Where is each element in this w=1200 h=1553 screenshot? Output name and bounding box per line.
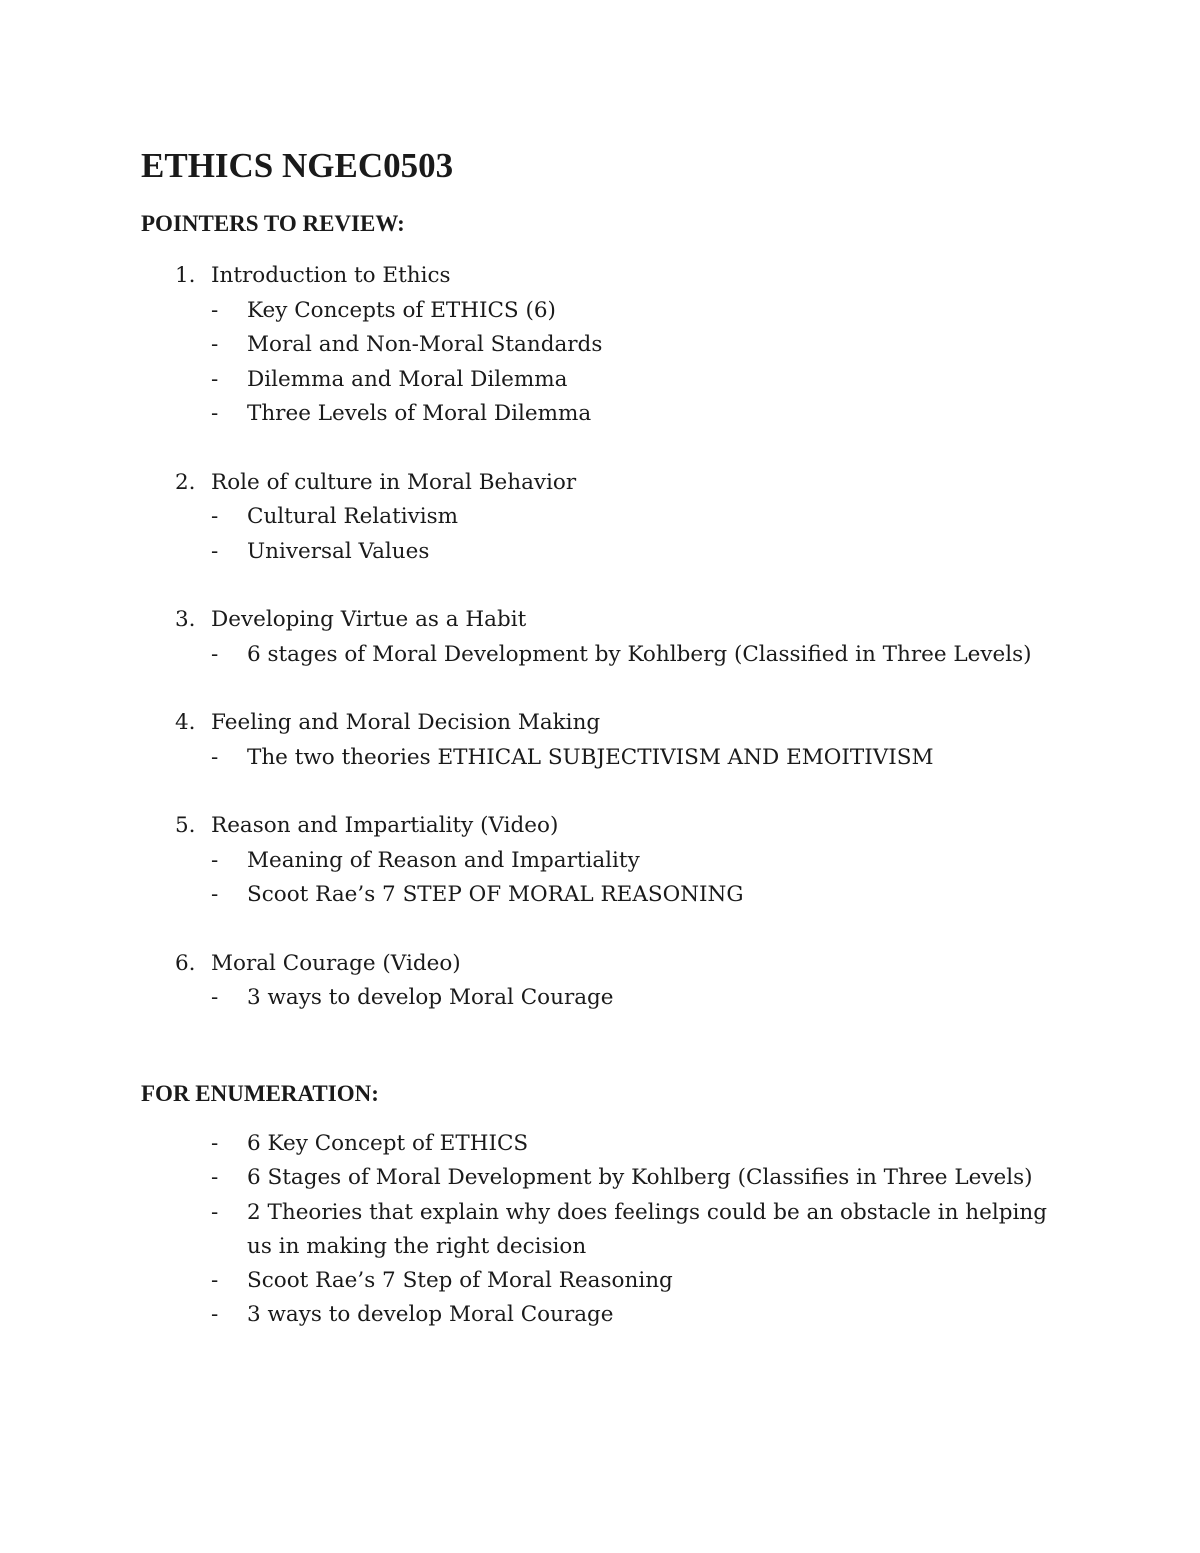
enumeration-item [141,1127,1061,1161]
topic-label: Developing Virtue as a Habit [211,607,527,632]
sub-list [141,500,1032,569]
sub-list [141,844,1032,913]
enumeration-item-text: 6 Key Concept of ETHICS [247,1131,529,1156]
dash-bullet: - [211,985,219,1010]
sub-item-text: Scoot Rae’s 7 STEP OF MORAL REASONING [247,882,744,907]
dash-bullet: - [211,401,219,426]
enumeration-item [141,1298,1061,1332]
sub-item [141,328,1032,363]
sub-item [141,638,1032,673]
enumeration-item-text: 3 ways to develop Moral Courage [247,1302,614,1328]
dash-bullet: - [211,504,219,529]
dash-bullet: - [211,1131,219,1156]
topic-item [141,947,1032,1016]
sub-item-text: Key Concepts of ETHICS (6) [247,297,556,323]
sub-item [141,397,1032,432]
topic-number: 2. [175,469,196,495]
topic-label: Moral Courage (Video) [211,950,461,976]
topic-number: 1. [175,263,196,288]
dash-bullet: - [211,882,219,907]
dash-bullet: - [211,1302,219,1328]
sub-item [141,844,1032,879]
topic-number: 4. [175,710,196,735]
enumeration-item-text: Scoot Rae’s 7 Step of Moral Reasoning [247,1268,673,1294]
dash-bullet: - [211,1165,219,1191]
dash-bullet: - [211,1199,219,1225]
dash-bullet: - [211,297,219,323]
sub-item-text: Dilemma and Moral Dilemma [247,366,568,392]
sub-list [141,741,1032,776]
sub-item-text: Meaning of Reason and Impartiality [247,847,640,873]
sub-list [141,638,1032,673]
topic-label: Feeling and Moral Decision Making [211,710,601,735]
sub-item [141,878,1032,913]
topic-label: Role of culture in Moral Behavior [211,469,577,495]
topic-label: Introduction to Ethics [211,263,451,288]
dash-bullet: - [211,847,219,873]
sub-list [141,294,1032,432]
dash-bullet: - [211,641,219,667]
sub-item-text: Universal Values [247,538,430,564]
topic-item [141,809,1032,913]
sub-item-text: Three Levels of Moral Dilemma [247,401,592,426]
topic-item [141,706,1032,775]
sub-item [141,363,1032,398]
dash-bullet: - [211,1268,219,1294]
dash-bullet: - [211,366,219,392]
topics-list [141,259,1032,1050]
sub-item [141,741,1032,776]
topic-item [141,259,1032,432]
enumeration-heading: FOR ENUMERATION: [141,1081,379,1106]
dash-bullet: - [211,332,219,357]
sub-item-text: Cultural Relativism [247,504,459,529]
sub-item [141,981,1032,1016]
dash-bullet: - [211,744,219,770]
pointers-heading: POINTERS TO REVIEW: [141,211,405,236]
topic-item [141,466,1032,570]
topic-item [141,603,1032,672]
enumeration-item-text: 2 Theories that explain why does feelings could be an obstacle in helping us in making the right decision [247,1199,1047,1259]
sub-item-text: 3 ways to develop Moral Courage [247,985,614,1010]
topic-number: 5. [175,813,196,838]
sub-item-text: Moral and Non-Moral Standards [247,332,603,357]
enumeration-item [141,1264,1061,1298]
enumeration-item-text: 6 Stages of Moral Development by Kohlberg (Classifies in Three Levels) [247,1165,1033,1191]
enumeration-item [141,1196,1061,1265]
topic-number: 3. [175,607,196,632]
sub-item-text: The two theories ETHICAL SUBJECTIVISM AND EMOITIVISM [247,744,934,770]
topic-number: 6. [175,950,196,976]
document-title: ETHICS NGEC0503 [141,146,454,185]
topic-label: Reason and Impartiality (Video) [211,813,559,838]
sub-list [141,981,1032,1016]
enumeration-list [141,1127,1061,1333]
sub-item [141,500,1032,535]
sub-item-text: 6 stages of Moral Development by Kohlberg (Classified in Three Levels) [247,641,1032,667]
dash-bullet: - [211,538,219,564]
sub-item [141,294,1032,329]
sub-item [141,535,1032,570]
enumeration-item [141,1161,1061,1195]
